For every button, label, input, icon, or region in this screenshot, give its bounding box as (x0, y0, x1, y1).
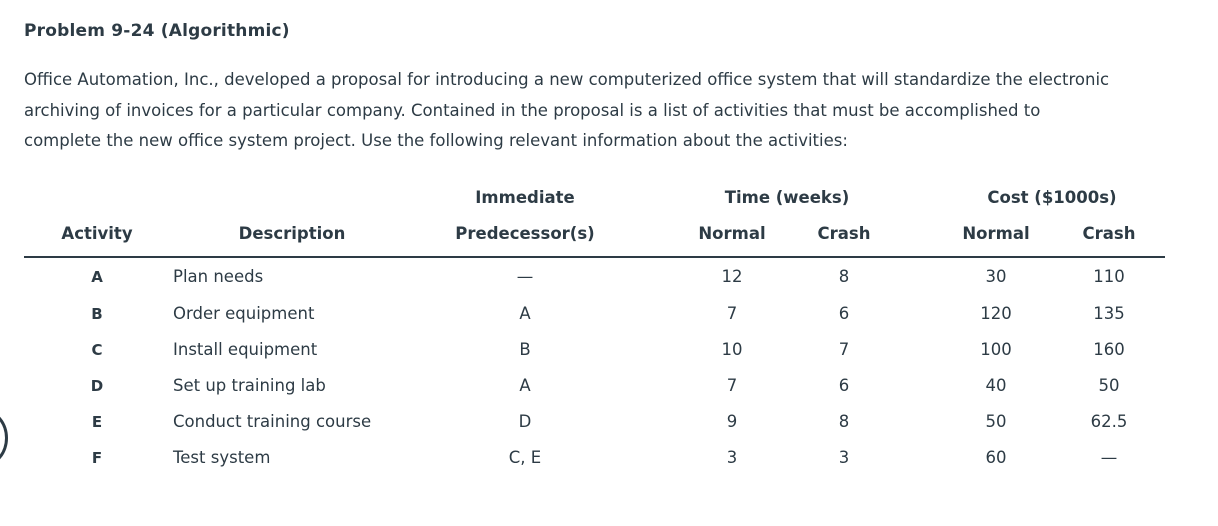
cell-activity: E (91, 413, 103, 431)
header-description: Description (238, 224, 346, 243)
cell-cost-crash: 160 (1093, 340, 1125, 359)
partial-circle-decoration (0, 410, 8, 466)
cell-time-normal: 7 (726, 304, 738, 323)
cell-description: Install equipment (173, 340, 318, 359)
cell-cost-normal: 60 (985, 448, 1007, 467)
cell-time-normal: 7 (726, 376, 738, 395)
cell-time-normal: 9 (726, 412, 738, 431)
header-predecessors: Predecessor(s) (455, 224, 595, 243)
cell-cost-normal: 120 (980, 304, 1012, 323)
cell-description: Plan needs (173, 267, 264, 286)
cell-time-crash: 6 (838, 376, 850, 395)
cell-cost-normal: 100 (980, 340, 1012, 359)
cell-description: Set up training lab (173, 376, 326, 395)
cell-cost-crash: 110 (1093, 267, 1125, 286)
cell-cost-normal: 40 (985, 376, 1007, 395)
cell-predecessors: D (518, 412, 532, 431)
cell-activity: F (91, 449, 103, 467)
intro-line: complete the new office system project. Use the following relevant information about the activities: (24, 131, 848, 150)
cell-description: Conduct training course (173, 412, 372, 431)
intro-paragraph (24, 65, 1218, 157)
header-divider (24, 256, 1165, 258)
intro-line: archiving of invoices for a particular company. Contained in the proposal is a list of activities that must be accomplished to (24, 100, 1041, 120)
header-activity: Activity (61, 224, 133, 243)
cell-time-crash: 8 (838, 267, 850, 286)
intro-line: Office Automation, Inc., developed a proposal for introducing a new computerized office system that will standardize the electronic (24, 70, 1110, 89)
header-cost-normal: Normal (962, 224, 1030, 243)
cell-time-crash: 3 (838, 448, 850, 467)
cell-predecessors: — (516, 267, 534, 286)
cell-activity: B (91, 305, 103, 323)
cell-time-crash: 6 (838, 304, 850, 323)
header-immediate: Immediate (475, 188, 575, 207)
cell-predecessors: A (519, 376, 531, 395)
cell-cost-normal: 30 (985, 267, 1007, 286)
cell-description: Test system (173, 448, 271, 467)
cell-time-crash: 7 (838, 340, 850, 359)
cell-cost-normal: 50 (985, 412, 1007, 431)
cell-activity: C (91, 341, 103, 359)
cell-activity: A (91, 268, 103, 286)
cell-time-normal: 3 (726, 448, 738, 467)
header-time-normal: Normal (698, 224, 766, 243)
header-time-group: Time (weeks) (724, 188, 850, 207)
cell-predecessors: A (519, 304, 531, 323)
cell-predecessors: B (519, 340, 531, 359)
cell-time-crash: 8 (838, 412, 850, 431)
cell-predecessors: C, E (508, 448, 542, 467)
problem-title: Problem 9-24 (Algorithmic) (24, 21, 290, 41)
cell-time-normal: 10 (721, 340, 743, 359)
cell-cost-crash: 135 (1093, 304, 1125, 323)
cell-description: Order equipment (173, 304, 315, 323)
header-cost-group: Cost ($1000s) (987, 188, 1117, 207)
header-cost-crash: Crash (1082, 224, 1136, 243)
cell-activity: D (90, 377, 104, 395)
cell-cost-crash: 50 (1098, 376, 1120, 395)
cell-time-normal: 12 (721, 267, 743, 286)
header-time-crash: Crash (817, 224, 871, 243)
cell-cost-crash: — (1100, 448, 1118, 467)
cell-cost-crash: 62.5 (1090, 412, 1128, 431)
